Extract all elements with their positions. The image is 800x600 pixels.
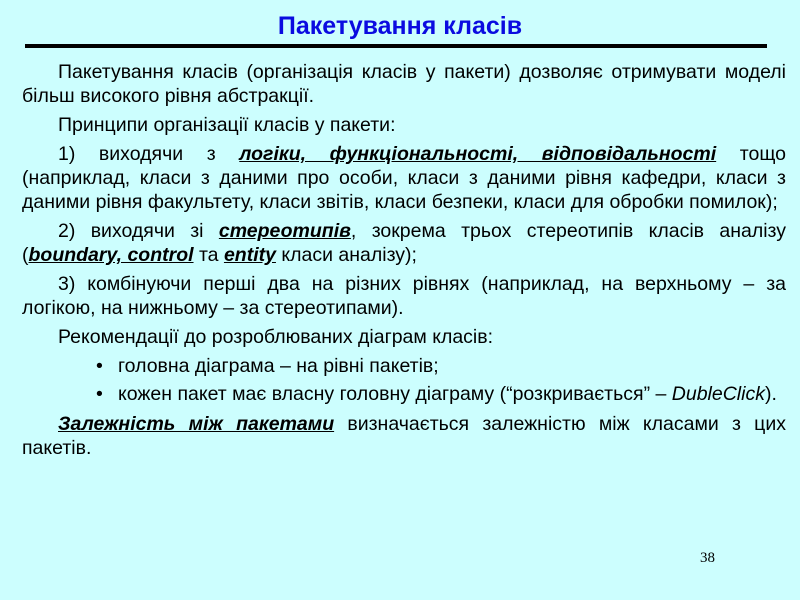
recommendation-1-text: головна діаграма – на рівні пакетів; xyxy=(118,355,439,377)
principle-2-lead: 2) виходячи зі xyxy=(58,220,219,242)
paragraph-recommendations-heading: Рекомендації до розроблюваних діаграм класів: xyxy=(58,326,494,348)
package-dependency-highlight: Залежність між пакетами xyxy=(58,413,335,435)
page-number: 38 xyxy=(700,550,715,566)
principle-1-highlight: логіки, функціональності, відповідальності xyxy=(239,143,717,165)
principle-2-and: та xyxy=(193,244,224,266)
package-dependency-rest: визначається залежністю між класами з цих пакетів. xyxy=(22,413,786,459)
recommendation-2-text: кожен пакет має власну головну діаграму (“розкривається” – xyxy=(118,383,672,405)
recommendation-2-end: ). xyxy=(764,383,777,405)
recommendations-list xyxy=(22,354,786,406)
principle-2-entity: entity xyxy=(223,244,276,266)
principle-2-boundary-control: boundary, control xyxy=(28,244,194,266)
paragraph-principle-2 xyxy=(22,219,786,267)
bullet-icon: • xyxy=(96,383,103,405)
title-underline-rule xyxy=(25,44,767,48)
slide-title: Пакетування класів xyxy=(277,12,523,40)
paragraph-principles-heading: Принципи організації класів у пакети: xyxy=(58,114,396,136)
principle-2-highlight: стереотипів xyxy=(218,220,351,242)
principle-2-mid: , зокрема трьох стереотипів класів аналізу ( xyxy=(22,220,787,266)
paragraph-principle-3: 3) комбінуючи перші два на різних рівнях (наприклад, на верхньому – за логікою, на нижньому – за стереотипами). xyxy=(22,273,786,319)
paragraph-intro: Пакетування класів (організація класів у пакети) дозволяє отримувати моделі більш високого рівня абстракції. xyxy=(22,61,786,107)
recommendation-2-dubleclick: DubleClick xyxy=(671,383,765,405)
principle-1-rest: тощо (наприклад, класи з даними про особи, класи з даними рівня кафедри, класи з даними рівня факультету, класи звітів, класи безпеки, класи для обробки помилок); xyxy=(22,143,786,213)
principle-1-lead: 1) виходячи з xyxy=(58,143,240,165)
paragraph-package-dependency xyxy=(22,412,786,460)
list-item xyxy=(96,354,786,378)
paragraph-principle-1 xyxy=(22,142,786,214)
slide-body xyxy=(22,60,786,465)
bullet-icon: • xyxy=(96,355,103,377)
principle-2-rest: класи аналізу); xyxy=(275,244,417,266)
list-item xyxy=(96,382,786,406)
